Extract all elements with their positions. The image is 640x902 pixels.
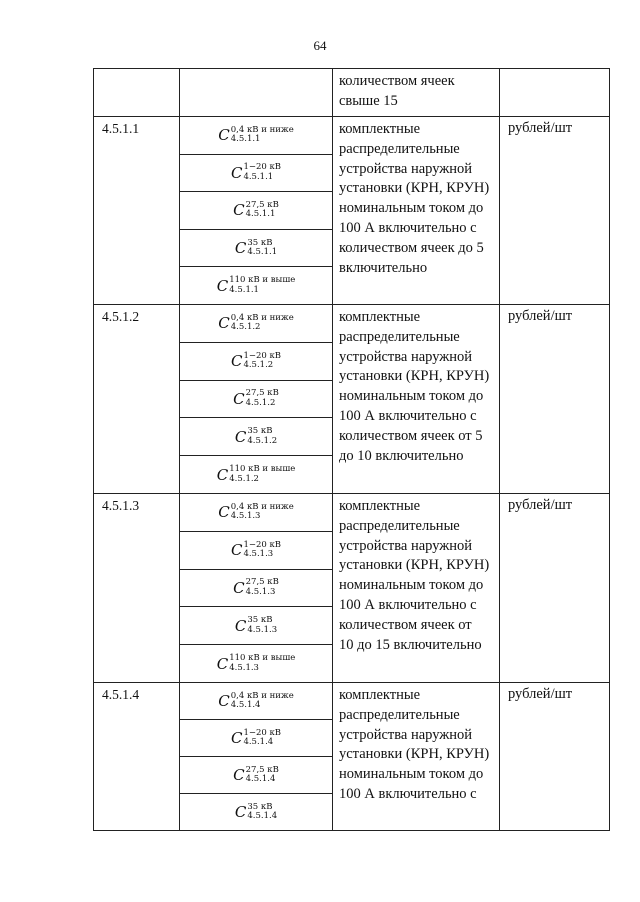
description-line: комплектные: [339, 309, 421, 325]
formula-superscript: 0,4 кВ и ниже: [230, 124, 294, 135]
formula-symbol: C: [234, 803, 247, 821]
table-row: [94, 304, 609, 493]
description-line: свыше 15: [339, 92, 398, 109]
code-cell: 4.5.1.1: [94, 117, 180, 304]
formula-subscript: 4.5.1.3: [243, 549, 274, 560]
formula-symbol: C: [216, 276, 229, 295]
code-cell: [94, 69, 180, 116]
tariff-table: [93, 68, 610, 831]
formula-subcell: [180, 117, 332, 154]
formula-subcell: [180, 191, 332, 229]
description-line: 10 до 15 включительно: [339, 636, 482, 653]
rate-formula: [233, 578, 279, 597]
description-line: 100 А включительно с: [339, 219, 477, 236]
description-cell: [333, 683, 500, 830]
formula-subcell: [180, 305, 332, 342]
description-line: распределительные: [339, 517, 460, 534]
formula-subscript: 4.5.1.3: [247, 624, 278, 635]
rate-formula: [233, 389, 279, 408]
formula-symbol: C: [230, 541, 243, 560]
description-line: устройства наружной: [339, 348, 473, 365]
formula-cell: [180, 117, 333, 304]
formula-subcell: [180, 569, 332, 607]
formula-subscript: 4.5.1.1: [247, 247, 278, 258]
formula-cell: [180, 305, 333, 493]
formula-superscript: 0,4 кВ и ниже: [230, 312, 294, 323]
description-line: устройства наружной: [339, 160, 473, 177]
formula-subscript: 4.5.1.3: [245, 586, 276, 597]
formula-subscript: 4.5.1.2: [230, 322, 261, 333]
description-line: 100 А включительно с: [339, 596, 477, 613]
formula-subscript: 4.5.1.4: [245, 774, 276, 784]
formula-subscript: 4.5.1.1: [243, 171, 274, 182]
description-cell: [333, 69, 500, 116]
description-line: номинальным током до: [339, 577, 484, 594]
formula-symbol: C: [218, 503, 230, 522]
unit-cell: рублей/шт: [508, 497, 573, 513]
formula-subcell: [180, 342, 332, 380]
description-line: распределительные: [339, 140, 460, 157]
formula-subscript: 4.5.1.4: [230, 700, 261, 710]
unit-cell: рублей/шт: [508, 120, 573, 136]
formula-subcell: [180, 756, 332, 793]
formula-subcell: [180, 229, 332, 267]
description-line: включительно: [339, 259, 428, 276]
formula-superscript: 110 кВ и выше: [229, 275, 296, 286]
code-cell: 4.5.1.3: [94, 494, 180, 682]
description-line: количеством ячеек от 5: [339, 427, 483, 444]
rate-formula: [231, 541, 281, 560]
formula-subscript: 4.5.1.1: [230, 134, 261, 145]
formula-superscript: 35 кВ: [247, 237, 273, 248]
formula-symbol: C: [234, 239, 247, 258]
formula-subcell: [180, 494, 332, 531]
formula-subscript: 4.5.1.1: [229, 284, 259, 295]
unit-cell: рублей/шт: [508, 308, 573, 324]
rate-formula: [231, 729, 281, 748]
formula-superscript: 0,4 кВ и ниже: [230, 501, 294, 512]
description-line: 100 А включительно с: [339, 407, 477, 424]
description-line: комплектные: [339, 498, 421, 514]
formula-symbol: C: [233, 766, 245, 784]
formula-cell: [180, 69, 333, 116]
formula-subcell: [180, 531, 332, 569]
formula-superscript: 35 кВ: [247, 426, 273, 437]
formula-subscript: 4.5.1.2: [229, 473, 259, 484]
table-row: [94, 682, 609, 830]
description-line: установки (КРН, КРУН): [339, 746, 490, 763]
description-line: количеством ячеек: [339, 73, 455, 89]
formula-superscript: 1−20 кВ: [243, 350, 282, 361]
formula-superscript: 27,5 кВ: [245, 764, 279, 775]
formula-symbol: C: [216, 465, 229, 484]
formula-superscript: 1−20 кВ: [243, 539, 282, 550]
formula-symbol: C: [230, 352, 243, 371]
rate-formula: [217, 465, 296, 484]
rate-formula: [218, 314, 294, 333]
formula-cell: [180, 494, 333, 682]
formula-symbol: C: [216, 654, 229, 673]
rate-formula: [231, 163, 281, 182]
formula-symbol: C: [230, 729, 243, 747]
formula-subscript: 4.5.1.2: [247, 435, 278, 446]
unit-cell: рублей/шт: [508, 686, 573, 702]
table-row: [94, 493, 609, 682]
description-cell: [333, 305, 500, 493]
header-row: [94, 69, 609, 116]
code-cell: 4.5.1.4: [94, 683, 180, 830]
formula-symbol: C: [233, 201, 245, 220]
rate-formula: [235, 616, 277, 635]
rate-formula: [217, 654, 296, 673]
rate-formula: [217, 276, 296, 295]
description-line: распределительные: [339, 328, 460, 345]
description-line: комплектные: [339, 687, 421, 703]
formula-superscript: 27,5 кВ: [245, 577, 279, 588]
formula-subcell: [180, 455, 332, 493]
description-line: количеством ячеек до 5: [339, 239, 484, 256]
formula-superscript: 1−20 кВ: [243, 162, 282, 173]
formula-cell: [180, 683, 333, 830]
formula-symbol: C: [234, 427, 247, 446]
formula-subscript: 4.5.1.3: [230, 511, 261, 522]
rate-formula: [233, 766, 279, 785]
description-line: номинальным током до: [339, 200, 484, 217]
formula-subscript: 4.5.1.4: [247, 811, 278, 821]
formula-superscript: 1−20 кВ: [243, 727, 282, 738]
rate-formula: [218, 503, 294, 522]
formula-subscript: 4.5.1.1: [245, 209, 276, 220]
formula-symbol: C: [234, 616, 247, 635]
rate-formula: [231, 352, 281, 371]
formula-symbol: C: [233, 578, 245, 597]
rate-formula: [218, 692, 294, 711]
page-number: 64: [313, 38, 327, 53]
code-cell: 4.5.1.2: [94, 305, 180, 493]
formula-symbol: C: [218, 126, 230, 145]
formula-symbol: C: [233, 389, 245, 408]
formula-subcell: [180, 606, 332, 644]
formula-superscript: 35 кВ: [247, 801, 273, 812]
formula-subcell: [180, 266, 332, 304]
formula-subscript: 4.5.1.4: [243, 737, 274, 747]
formula-subcell: [180, 154, 332, 192]
formula-subcell: [180, 719, 332, 756]
rate-formula: [235, 427, 277, 446]
rate-formula: [218, 126, 294, 145]
formula-symbol: C: [230, 163, 243, 182]
rate-formula: [233, 201, 279, 220]
description-line: комплектные: [339, 121, 421, 137]
description-line: устройства наружной: [339, 726, 473, 743]
formula-symbol: C: [218, 314, 230, 333]
description-line: номинальным током до: [339, 388, 484, 405]
rate-formula: [235, 239, 277, 258]
description-line: установки (КРН, КРУН): [339, 368, 490, 385]
description-cell: [333, 117, 500, 304]
formula-superscript: 0,4 кВ и ниже: [230, 690, 294, 701]
table-row: [94, 116, 609, 304]
formula-subscript: 4.5.1.2: [245, 397, 276, 408]
unit-cell: [500, 69, 609, 116]
formula-subcell: [180, 793, 332, 830]
formula-superscript: 27,5 кВ: [245, 199, 279, 210]
formula-subcell: [180, 644, 332, 682]
description-line: установки (КРН, КРУН): [339, 557, 490, 574]
formula-superscript: 35 кВ: [247, 615, 273, 626]
description-line: 100 А включительно с: [339, 785, 477, 802]
formula-symbol: C: [218, 692, 230, 710]
description-line: до 10 включительно: [339, 447, 464, 464]
formula-superscript: 110 кВ и выше: [229, 464, 296, 475]
formula-superscript: 27,5 кВ: [245, 388, 279, 399]
rate-formula: [235, 803, 277, 822]
description-line: устройства наружной: [339, 537, 473, 554]
description-line: номинальным током до: [339, 766, 484, 783]
description-line: установки (КРН, КРУН): [339, 180, 490, 197]
description-cell: [333, 494, 500, 682]
formula-subcell: [180, 380, 332, 418]
formula-subcell: [180, 417, 332, 455]
description-line: количеством ячеек от: [339, 616, 472, 633]
description-line: распределительные: [339, 706, 460, 723]
formula-subscript: 4.5.1.3: [229, 662, 259, 673]
formula-subcell: [180, 683, 332, 719]
formula-superscript: 110 кВ и выше: [229, 653, 296, 664]
formula-subscript: 4.5.1.2: [243, 360, 274, 371]
